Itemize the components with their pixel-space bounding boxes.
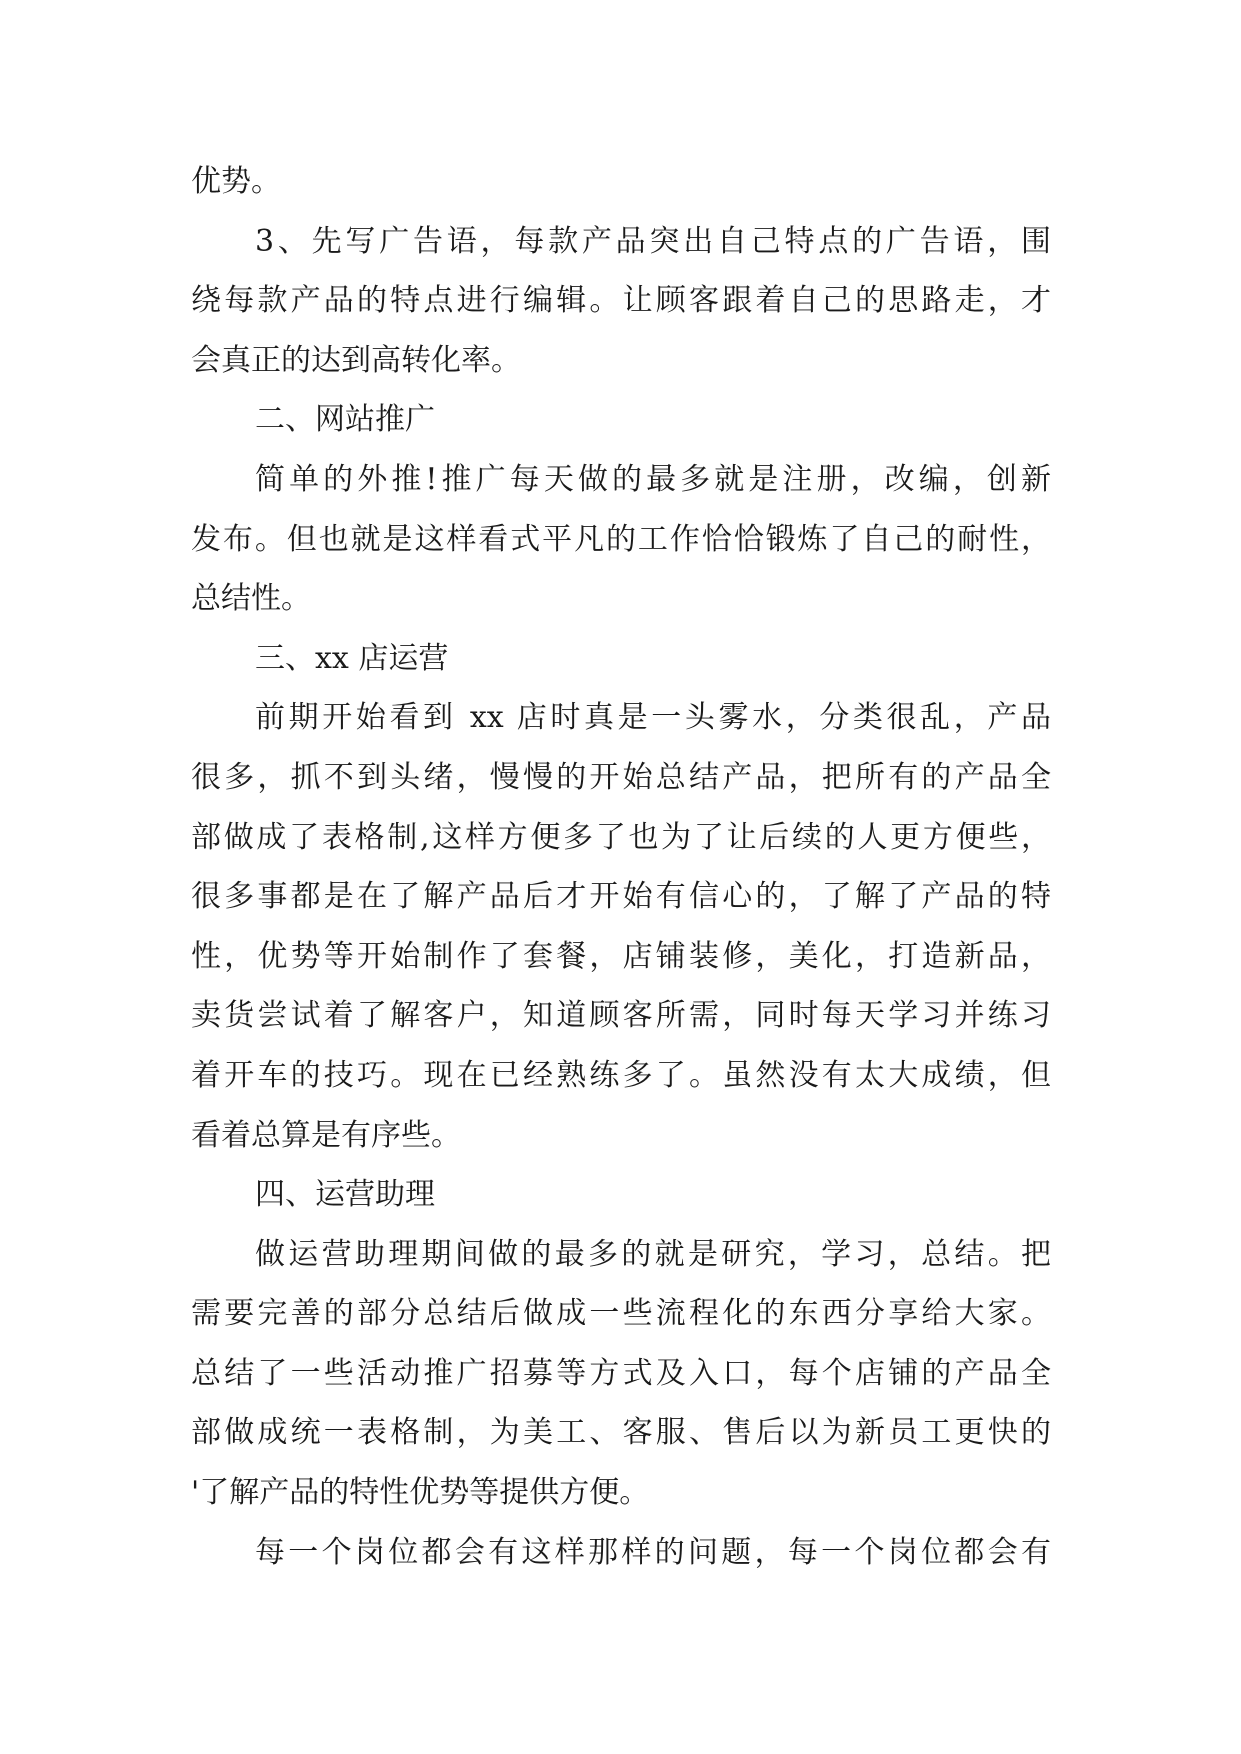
- paragraph-line: 性，优势等开始制作了套餐，店铺装修，美化，打造新品，: [191, 938, 1051, 974]
- paragraph-line: 简单的外推!推广每天做的最多就是注册，改编，创新: [255, 461, 1051, 497]
- paragraph-line: 每一个岗位都会有这样那样的问题，每一个岗位都会有: [255, 1534, 1051, 1570]
- paragraph-line: 着开车的技巧。现在已经熟练多了。虽然没有太大成绩，但: [191, 1057, 1051, 1093]
- section-heading-store-operation: 三、xx 店运营: [255, 640, 449, 676]
- paragraph-line: 优势。: [191, 164, 281, 199]
- paragraph-line: 部做成了表格制,这样方便多了也为了让后续的人更方便些，: [191, 819, 1051, 855]
- paragraph-line: 做运营助理期间做的最多的就是研究，学习，总结。把: [255, 1236, 1051, 1272]
- paragraph-line: 很多，抓不到头绪，慢慢的开始总结产品，把所有的产品全: [191, 759, 1051, 795]
- section-heading-operation-assistant: 四、运营助理: [255, 1177, 435, 1213]
- paragraph-line: 前期开始看到 xx 店时真是一头雾水，分类很乱，产品: [255, 700, 1051, 736]
- paragraph-line: 很多事都是在了解产品后才开始有信心的，了解了产品的特: [191, 879, 1051, 915]
- paragraph-line: 总结性。: [191, 581, 311, 617]
- paragraph-line: 会真正的达到高转化率。: [191, 342, 521, 378]
- document-body: [191, 152, 1051, 1582]
- paragraph-line: 发布。但也就是这样看式平凡的工作恰恰锻炼了自己的耐性，: [191, 521, 1051, 557]
- paragraph-line: 绕每款产品的特点进行编辑。让顾客跟着自己的思路走，才: [191, 283, 1051, 319]
- section-heading-website-promotion: 二、网站推广: [255, 402, 435, 438]
- paragraph-line: 总结了一些活动推广招募等方式及入口，每个店铺的产品全: [191, 1355, 1051, 1391]
- paragraph-line: 部做成统一表格制，为美工、客服、售后以为新员工更快的: [191, 1415, 1051, 1451]
- paragraph-line: 需要完善的部分总结后做成一些流程化的东西分享给大家。: [191, 1296, 1051, 1332]
- paragraph-line: '了解产品的特性优势等提供方便。: [191, 1475, 650, 1511]
- paragraph-line: 卖货尝试着了解客户，知道顾客所需，同时每天学习并练习: [191, 998, 1051, 1034]
- paragraph-line: 3、先写广告语，每款产品突出自己特点的广告语，围: [255, 223, 1051, 259]
- paragraph-line: 看着总算是有序些。: [191, 1117, 461, 1153]
